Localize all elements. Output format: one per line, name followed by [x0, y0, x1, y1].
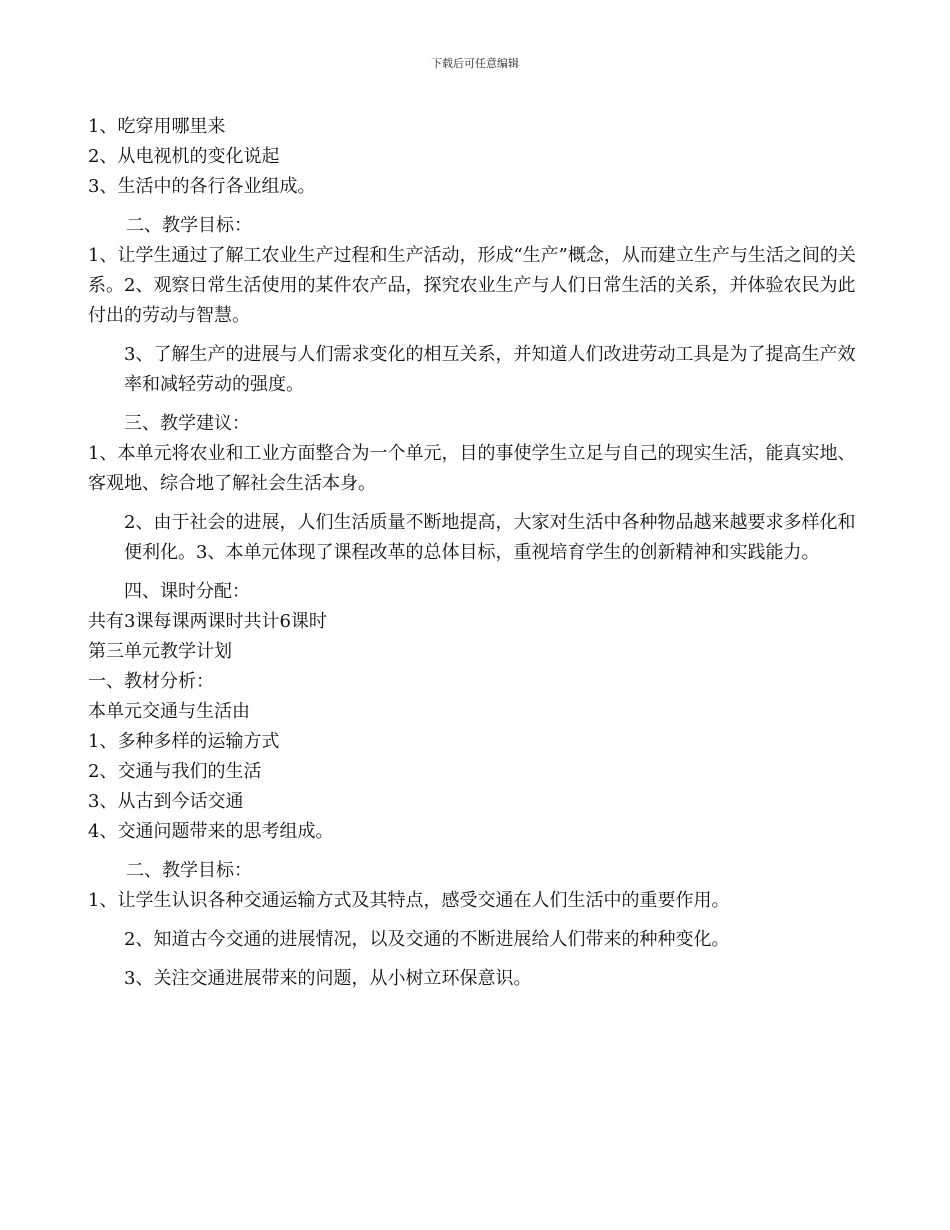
- unit3-title: 第三单元教学计划: [88, 641, 232, 662]
- unit3-list-item-1: 1、多种多样的运输方式: [88, 731, 280, 752]
- unit3-goal-1: 1、让学生认识各种交通运输方式及其特点，感受交通在人们生活中的重要作用。: [88, 890, 730, 911]
- unit3-goal-2: 2、知道古今交通的进展情况，以及交通的不断进展给人们带来的种种变化。: [124, 929, 730, 950]
- unit3-analysis-heading: 一、教材分析：: [88, 671, 214, 692]
- unit2-suggestions-paragraph-2: 2、由于社会的进展，人们生活质量不断地提高，大家对生活中各种物品越来越要求多样化和便利化。3、本单元体现了课程改革的总体目标，重视培育学生的创新精神和实践能力。: [124, 512, 856, 563]
- unit2-list-item-2: 2、从电视机的变化说起: [88, 146, 280, 167]
- unit2-list-item-1: 1、吃穿用哪里来: [88, 116, 226, 137]
- unit2-goals-paragraph-2: 3、了解生产的进展与人们需求变化的相互关系，并知道人们改进劳动工具是为了提高生产效率和减轻劳动的强度。: [124, 344, 856, 395]
- unit2-hours-heading: 四、课时分配：: [124, 581, 250, 602]
- unit3-goal-3: 3、关注交通进展带来的问题，从小树立环保意识。: [124, 968, 532, 989]
- unit2-suggestions-paragraph-1: 1、本单元将农业和工业方面整合为一个单元，目的事使学生立足与自己的现实生活，能真实地、客观地、综合地了解社会生活本身。: [88, 443, 856, 494]
- unit3-goals-heading: 二、教学目标：: [126, 860, 252, 881]
- unit2-goals-heading: 二、教学目标：: [126, 215, 252, 236]
- unit2-hours-text: 共有3课每课两课时共计6课时: [88, 611, 327, 632]
- unit3-intro: 本单元交通与生活由: [88, 701, 250, 722]
- unit2-suggestions-heading: 三、教学建议：: [124, 413, 250, 434]
- unit3-list-item-4: 4、交通问题带来的思考组成。: [88, 821, 334, 842]
- unit3-list-item-2: 2、交通与我们的生活: [88, 761, 262, 782]
- unit3-list-item-3: 3、从古到今话交通: [88, 791, 244, 812]
- page-header-note: 下载后可任意编辑: [431, 57, 519, 70]
- unit2-goals-paragraph-1: 1、让学生通过了解工农业生产过程和生产活动，形成“生产”概念，从而建立生产与生活之间的关系。2、观察日常生活使用的某件农产品，探究农业生产与人们日常生活的关系，并体验农民为此付出的劳动与智慧。: [88, 245, 856, 326]
- unit2-list-item-3: 3、生活中的各行各业组成。: [88, 176, 316, 197]
- document-body: [88, 112, 868, 994]
